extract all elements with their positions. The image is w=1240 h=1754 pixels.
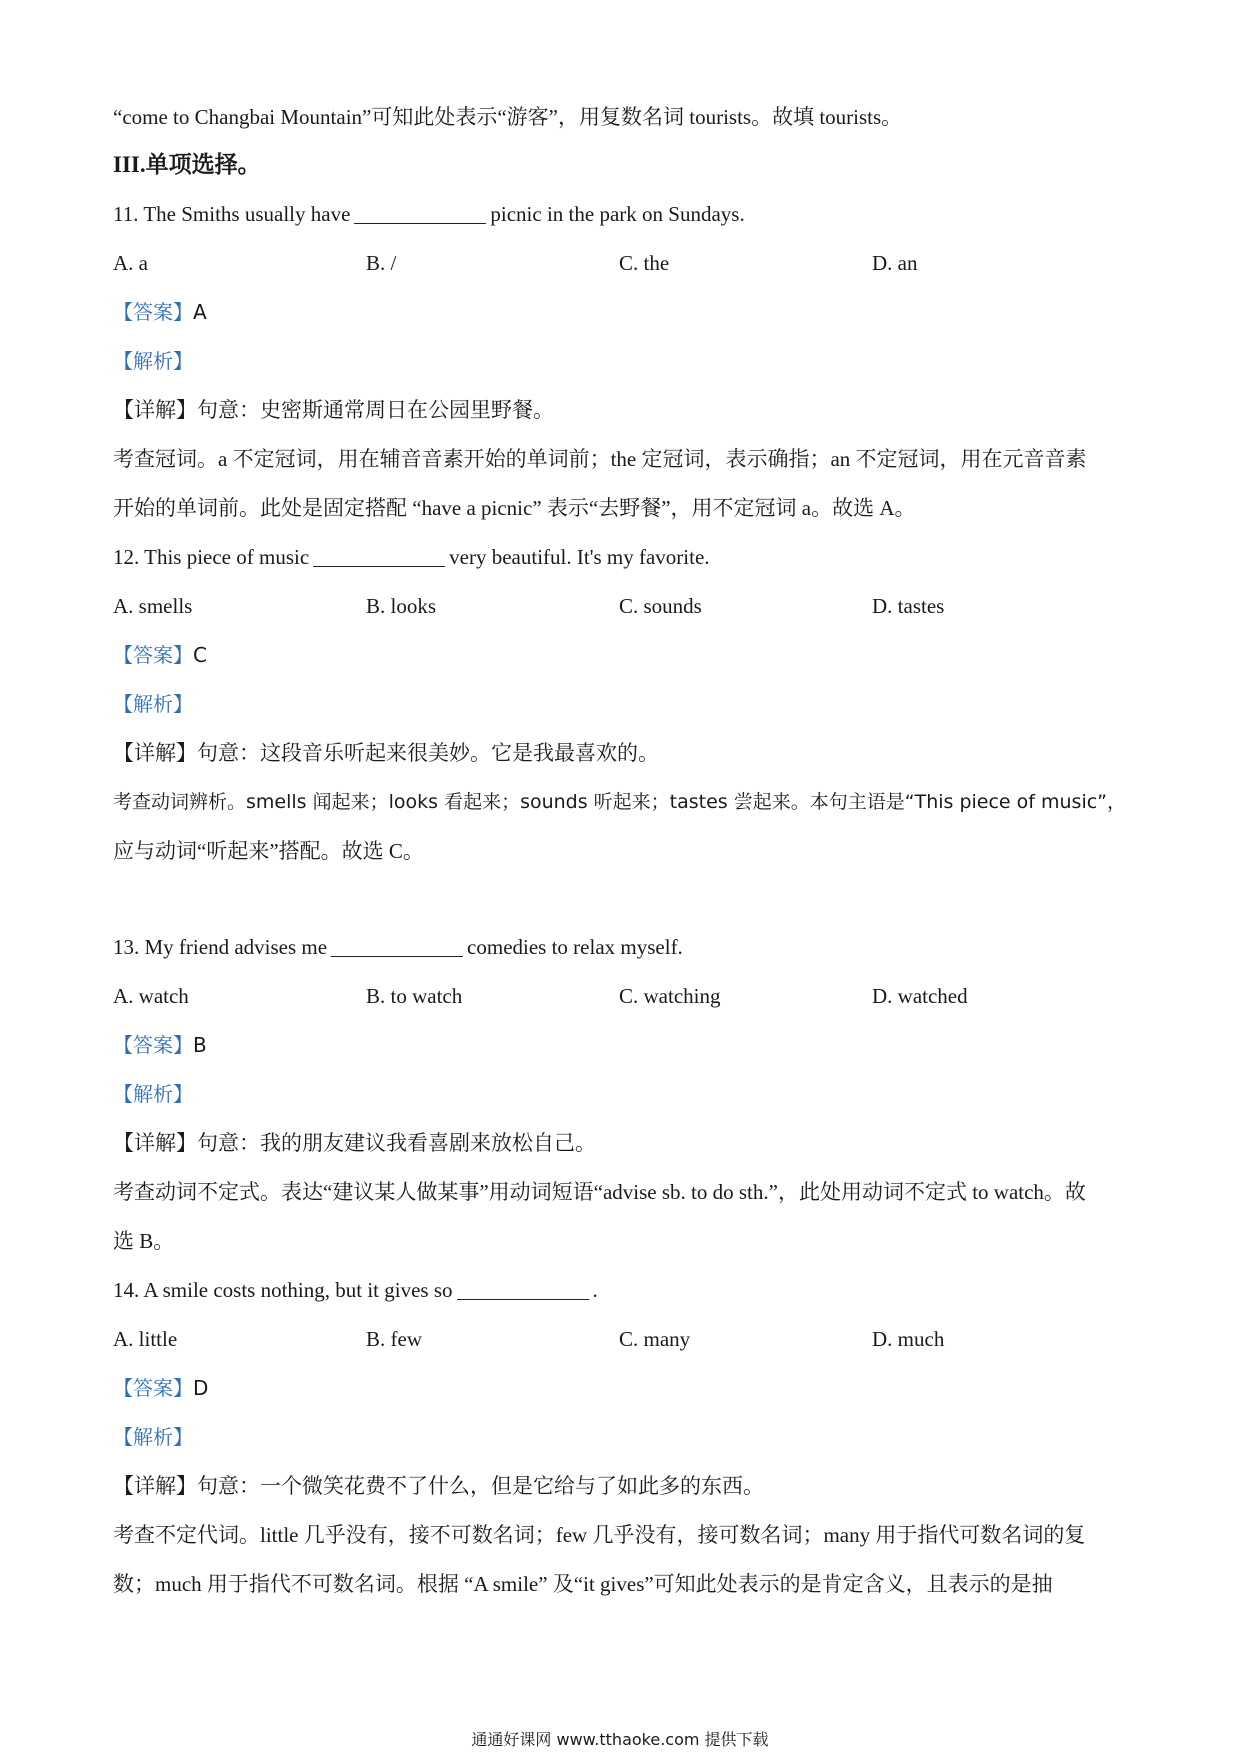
detail-line: 【详解】句意：一个微笑花费不了什么，但是它给与了如此多的东西。	[113, 1474, 764, 1498]
intro-text: “come to Changbai Mountain”可知此处表示“游客”，用复数名词 tourists。故填 tourists。	[113, 105, 903, 129]
explanation-line: 开始的单词前。此处是固定搭配 “have a picnic” 表示“去野餐”，用不定冠词 a。故选 A。	[113, 496, 916, 520]
answer-tag: 【答案】	[113, 643, 193, 667]
question-stem	[113, 199, 745, 229]
explanation-line: 应与动词“听起来”搭配。故选 C。	[113, 839, 424, 863]
option-b: B. /	[366, 251, 397, 275]
explanation-line: 考查冠词。a 不定冠词，用在辅音音素开始的单词前；the 定冠词，表示确指；an 不定冠词，用在元音音素	[113, 447, 1087, 471]
answer-line	[113, 297, 207, 327]
answer-blank	[354, 201, 486, 224]
answer-line	[113, 1373, 208, 1403]
stem-after: very beautiful. It's my favorite.	[449, 545, 710, 569]
explanation-line: 选 B。	[113, 1229, 175, 1253]
section-title: III.单项选择。	[113, 152, 261, 177]
analysis-line	[113, 346, 193, 376]
explanation-line: 考查不定代词。little 几乎没有，接不可数名词；few 几乎没有，接可数名词；many 用于指代可数名词的复	[113, 1523, 1086, 1547]
stem-before: 14. A smile costs nothing, but it gives so	[113, 1278, 453, 1302]
option-d: D. much	[872, 1327, 945, 1351]
answer-blank	[457, 1277, 589, 1300]
analysis-line	[113, 1079, 193, 1109]
analysis-line	[113, 1422, 193, 1452]
options-row	[113, 248, 1013, 278]
stem-after: picnic in the park on Sundays.	[490, 202, 745, 226]
stem-before: 12. This piece of music	[113, 545, 310, 569]
analysis-tag: 【解析】	[113, 1082, 193, 1106]
answer-blank	[313, 544, 445, 567]
analysis-tag: 【解析】	[113, 349, 193, 373]
stem-after: .	[592, 1278, 598, 1302]
answer-tag: 【答案】	[113, 1033, 193, 1057]
analysis-tag: 【解析】	[113, 1425, 193, 1449]
answer-tag: 【答案】	[113, 1376, 193, 1400]
explanation-line: 考查动词不定式。表达“建议某人做某事”用动词短语“advise sb. to do sth.”，此处用动词不定式 to watch。故	[113, 1180, 1086, 1204]
detail-line: 【详解】句意：我的朋友建议我看喜剧来放松自己。	[113, 1131, 596, 1155]
option-d: D. watched	[872, 984, 968, 1008]
question-stem	[113, 932, 683, 962]
detail-line: 【详解】句意：史密斯通常周日在公园里野餐。	[113, 398, 554, 422]
question-stem	[113, 1275, 598, 1305]
option-b: B. few	[366, 1327, 422, 1351]
stem-before: 11. The Smiths usually have	[113, 202, 351, 226]
option-d: D. tastes	[872, 594, 945, 618]
answer-line	[113, 1030, 207, 1060]
explanation-line: 考查动词辨析。smells 闻起来；looks 看起来；sounds 听起来；tastes 尝起来。本句主语是“This piece of music”，	[113, 791, 1127, 813]
options-row	[113, 1324, 1013, 1354]
analysis-tag: 【解析】	[113, 692, 193, 716]
answer-line	[113, 640, 207, 670]
answer-value: D	[193, 1376, 209, 1400]
detail-line: 【详解】句意：这段音乐听起来很美妙。它是我最喜欢的。	[113, 741, 659, 765]
option-b: B. looks	[366, 594, 437, 618]
option-c: C. many	[619, 1327, 691, 1351]
answer-blank	[331, 934, 463, 957]
stem-before: 13. My friend advises me	[113, 935, 328, 959]
answer-value: A	[193, 300, 207, 324]
explanation-line: 数；much 用于指代不可数名词。根据 “A smile” 及“it gives”可知此处表示的是肯定含义，且表示的是抽	[113, 1572, 1053, 1596]
option-c: C. the	[619, 251, 670, 275]
question-stem	[113, 542, 710, 572]
options-row	[113, 591, 1013, 621]
option-c: C. watching	[619, 984, 721, 1008]
option-a: A. watch	[113, 984, 189, 1008]
analysis-line	[113, 689, 193, 719]
stem-after: comedies to relax myself.	[467, 935, 683, 959]
option-c: C. sounds	[619, 594, 702, 618]
answer-value: B	[193, 1033, 207, 1057]
option-a: A. little	[113, 1327, 178, 1351]
page-footer: 通通好课网 www.tthaoke.com 提供下载	[471, 1730, 769, 1749]
answer-tag: 【答案】	[113, 300, 193, 324]
option-a: A. a	[113, 251, 148, 275]
option-a: A. smells	[113, 594, 193, 618]
answer-value: C	[193, 643, 207, 667]
options-row	[113, 981, 1013, 1011]
option-b: B. to watch	[366, 984, 463, 1008]
option-d: D. an	[872, 251, 918, 275]
